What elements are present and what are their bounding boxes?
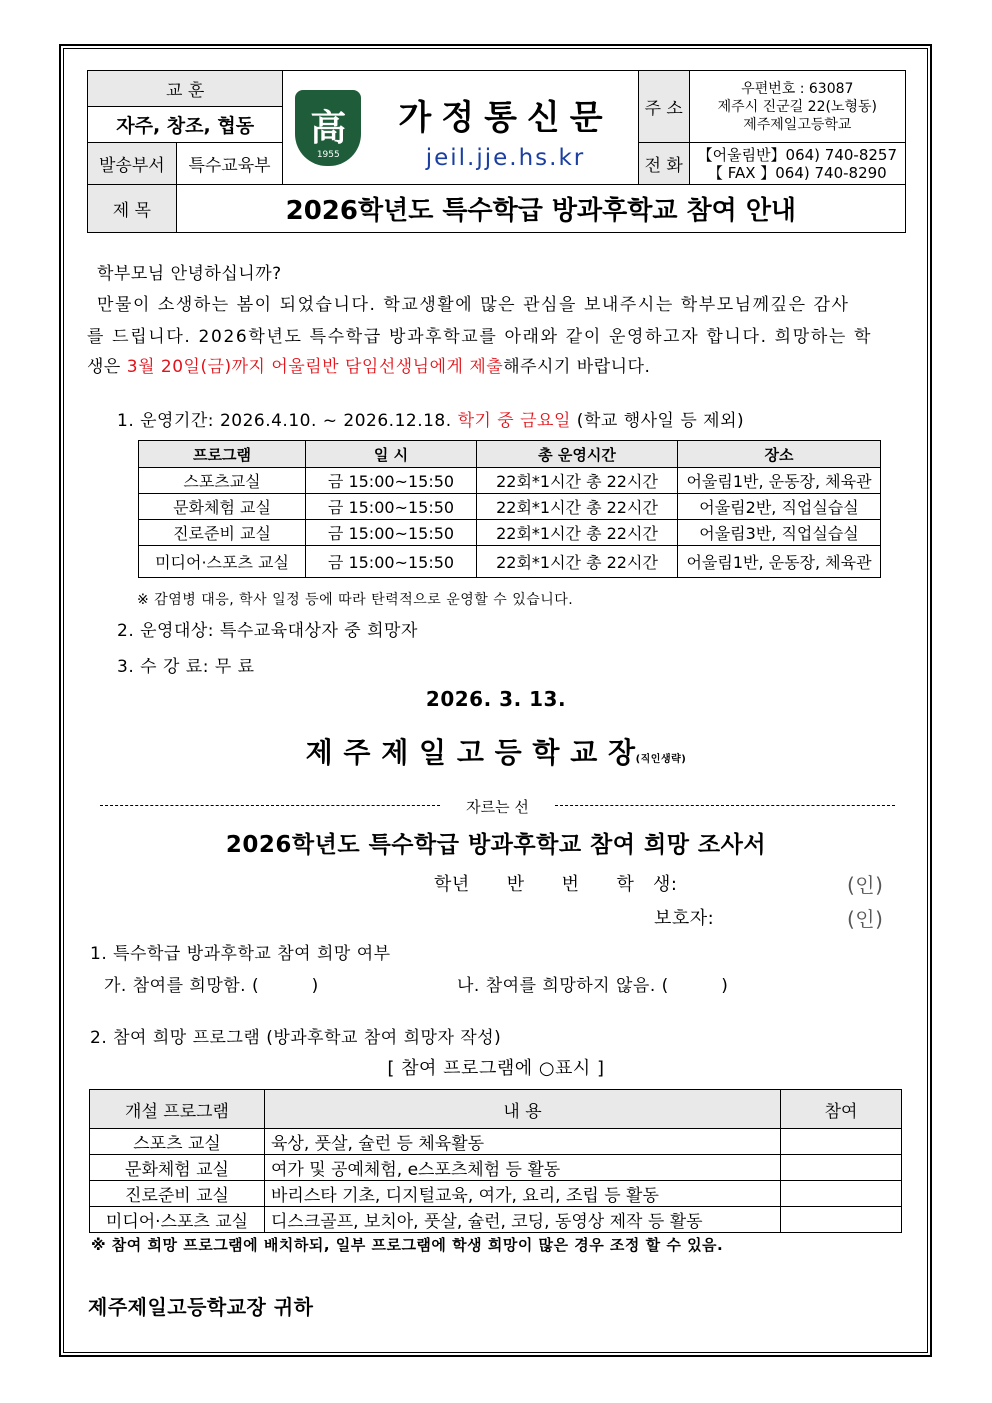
phone-label: 전 화	[638, 143, 689, 185]
program-table	[89, 1089, 902, 1233]
cut-label: 자르는 선	[466, 798, 529, 816]
address-label: 주 소	[638, 71, 689, 143]
item-target: 2. 운영대상: 특수교육대상자 중 희망자	[117, 621, 418, 641]
participation-cell[interactable]	[781, 1155, 902, 1181]
logo-char: 高	[310, 106, 347, 149]
logo-year: 1955	[316, 149, 340, 160]
address-street: 제주시 진군길 22(노형동)	[717, 98, 877, 115]
table-row: 문화체험 교실 여가 및 공예체험, e스포츠체험 등 활동	[90, 1155, 902, 1181]
participation-cell[interactable]	[781, 1129, 902, 1155]
student-line: 학년 반 번 학 생:	[434, 874, 678, 895]
program-header: 개설 프로그램	[90, 1090, 265, 1129]
table-row: 미디어·스포츠 교실 금 15:00~15:50 22회*1시간 총 22시간 어울림1반, 운동장, 체육관	[139, 546, 881, 578]
greeting: 학부모님 안녕하십니까?	[97, 264, 282, 284]
seal-omitted-note: (직인생략)	[635, 754, 687, 765]
item-period: 1. 운영기간: 2026.4.10. ~ 2026.12.18. 학기 중 금요일 (학교 행사일 등 제외)	[117, 411, 745, 431]
participation-cell[interactable]	[781, 1181, 902, 1207]
issue-date: 2026. 3. 13.	[425, 687, 567, 711]
table-row: 문화체험 교실 금 15:00~15:50 22회*1시간 총 22시간 어울림2반, 직업실습실	[139, 494, 881, 520]
option-no[interactable]: 나. 참여를 희망하지 않음. ( )	[457, 976, 729, 996]
schedule-header: 총 운영시간	[477, 441, 678, 468]
body-line-2: 를 드립니다. 2026학년도 특수학급 방과후학교를 아래와 같이 운영하고자 합니다. 희망하는 학	[87, 327, 873, 347]
schedule-table	[138, 440, 881, 578]
phone-fax: 【 FAX 】064) 740-8290	[707, 163, 887, 182]
instruction: [ 참여 프로그램에 ○표시 ]	[387, 1058, 605, 1079]
body-line-3: 생은 3월 20일(금)까지 어울림반 담임선생님에게 제출해주시기 바랍니다.	[87, 357, 651, 377]
cut-line	[100, 795, 895, 815]
item-fee: 3. 수 강 료: 무 료	[117, 657, 255, 677]
phone-class: 【어울림반】064) 740-8257	[697, 145, 898, 164]
school-logo	[283, 71, 373, 185]
survey-footnote: ※ 참여 희망 프로그램에 배치하되, 일부 프로그램에 학생 희망이 많은 경우 조정 할 수 있음.	[91, 1236, 724, 1254]
table-row: 진로준비 교실 바리스타 기초, 디지털교육, 여가, 요리, 조립 등 활동	[90, 1181, 902, 1207]
table-row: 스포츠 교실 육상, 풋살, 슐런 등 체육활동	[90, 1129, 902, 1155]
newsletter-title: 가정통신문	[398, 98, 613, 138]
guardian-seal: (인)	[847, 907, 884, 931]
question-2: 2. 참여 희망 프로그램 (방과후학교 참여 희망자 작성)	[90, 1028, 502, 1048]
deadline-text: 3월 20일(금)까지 어울림반 담임선생님에게 제출	[126, 357, 504, 377]
school-motto: 자주, 창조, 협동	[88, 107, 283, 143]
student-seal: (인)	[847, 873, 884, 897]
schedule-header: 장소	[678, 441, 881, 468]
schedule-header: 일 시	[306, 441, 477, 468]
option-yes[interactable]: 가. 참여를 희망함. ( )	[104, 976, 319, 996]
participation-cell[interactable]	[781, 1207, 902, 1233]
table-row: 미디어·스포츠 교실 디스크골프, 보치아, 풋살, 슐런, 코딩, 동영상 제작 등 활동	[90, 1207, 902, 1233]
addressee: 제주제일고등학교장 귀하	[88, 1295, 314, 1319]
address-school: 제주제일고등학교	[743, 116, 852, 133]
school-url[interactable]: jeil.jje.hs.kr	[425, 145, 586, 171]
program-header: 참여	[781, 1090, 902, 1129]
survey-title: 2026학년도 특수학급 방과후학교 참여 희망 조사서	[225, 832, 767, 858]
address-postal: 우편번호 : 63087	[741, 80, 854, 97]
dept-label: 발송부서	[88, 143, 177, 185]
table-row: 진로준비 교실 금 15:00~15:50 22회*1시간 총 22시간 어울림3반, 직업실습실	[139, 520, 881, 546]
question-1: 1. 특수학급 방과후학교 참여 희망 여부	[90, 944, 391, 964]
schedule-header: 프로그램	[139, 441, 306, 468]
body-line-1: 만물이 소생하는 봄이 되었습니다. 학교생활에 많은 관심을 보내주시는 학부모님께깊은 감사	[97, 295, 850, 315]
program-header: 내 용	[265, 1090, 781, 1129]
schedule-note: ※ 감염병 대응, 학사 일정 등에 따라 탄력적으로 운영할 수 있습니다.	[137, 592, 574, 608]
dept-name: 특수교육부	[176, 143, 283, 185]
subject-label: 제 목	[88, 185, 177, 233]
principal-name: 제 주 제 일 고 등 학 교 장(직인생략)	[305, 736, 687, 769]
guardian-line: 보호자:	[654, 908, 715, 929]
table-row: 스포츠교실 금 15:00~15:50 22회*1시간 총 22시간 어울림1반, 운동장, 체육관	[139, 468, 881, 494]
letterhead-table	[87, 70, 906, 233]
motto-label: 교 훈	[88, 71, 283, 107]
subject-title: 2026학년도 특수학급 방과후학교 참여 안내	[176, 185, 905, 233]
